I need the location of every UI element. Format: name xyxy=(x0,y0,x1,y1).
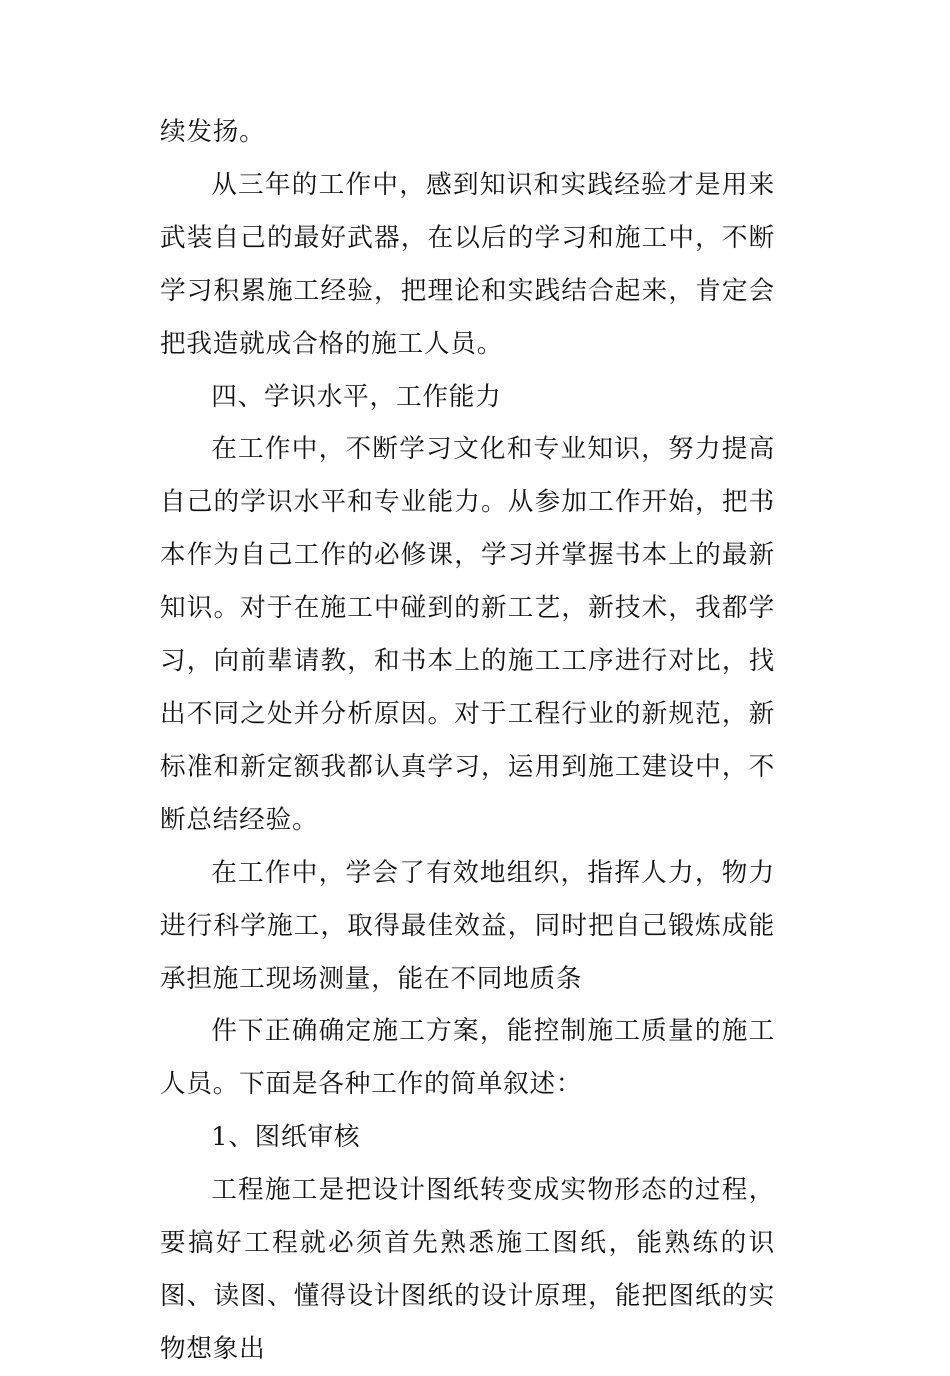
paragraph-drawing-review: 工程施工是把设计图纸转变成实物形态的过程，要搞好工程就必须首先熟悉施工图纸，能熟练的识图、读图、懂得设计图纸的设计原理，能把图纸的实物想象出 xyxy=(160,1175,775,1364)
document-body xyxy=(160,106,775,1376)
paragraph-construction-plan: 件下正确确定施工方案，能控制施工质量的施工人员。下面是各种工作的简单叙述： xyxy=(160,1016,775,1100)
paragraph-study: 在工作中，不断学习文化和专业知识，努力提高自己的学识水平和专业能力。从参加工作开始，把书本作为自己工作的必修课，学习并掌握书本上的最新知识。对于在施工中碰到的新工艺，新技术，我都学习，向前辈请教，和书本上的施工工序进行对比，找出不同之处并分析原因。对于工程行业的新规范，新标准和新定额我都认真学习，运用到施工建设中，不断总结经验。 xyxy=(160,434,775,835)
paragraph-continuation: 续发扬。 xyxy=(160,117,266,147)
subheading-drawing-review: 1、图纸审核 xyxy=(211,1122,361,1153)
paragraph-organization: 在工作中，学会了有效地组织，指挥人力，物力进行科学施工，取得最佳效益，同时把自己锻炼成能承担施工现场测量，能在不同地质条 xyxy=(160,857,775,994)
section-heading-knowledge-ability: 四、学识水平，工作能力 xyxy=(211,381,502,412)
paragraph-experience: 从三年的工作中，感到知识和实践经验才是用来武装自己的最好武器，在以后的学习和施工中，不断学习积累施工经验，把理论和实践结合起来，肯定会把我造就成合格的施工人员。 xyxy=(160,169,775,359)
